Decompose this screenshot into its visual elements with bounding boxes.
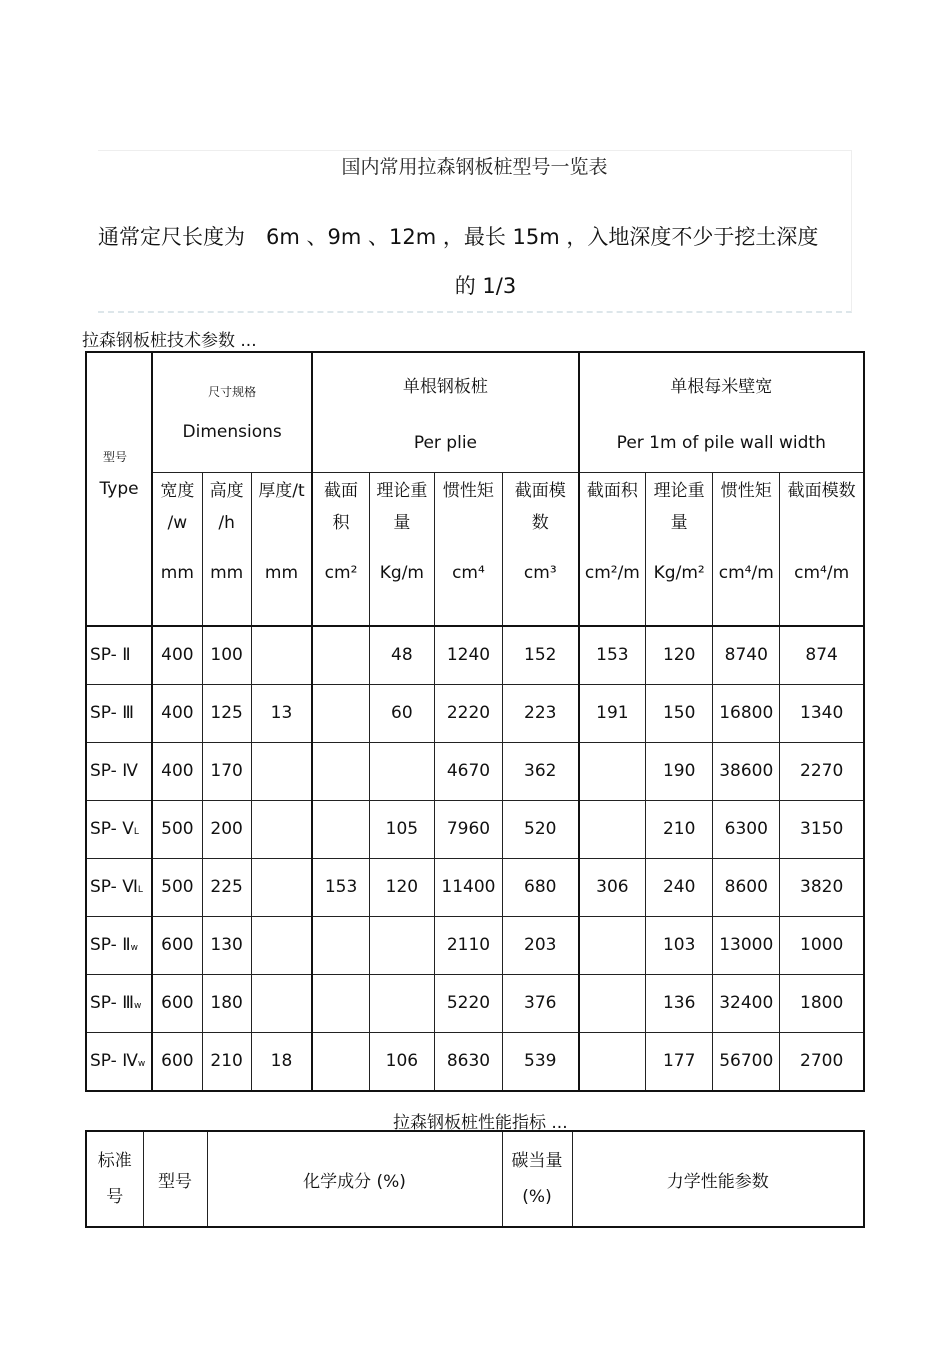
table-cell: 100 [202, 626, 251, 685]
subheader-label: 截面 [324, 480, 359, 501]
table-cell [579, 1032, 646, 1091]
table2-caption: 拉森钢板桩性能指标 ... [393, 1113, 568, 1133]
table-cell: 306 [579, 858, 646, 916]
table-cell [312, 1032, 369, 1091]
tech-params-table [85, 351, 865, 1092]
table-cell: 1000 [780, 916, 864, 974]
table-cell: 177 [646, 1032, 713, 1091]
table-cell [251, 916, 312, 974]
table1-header-row-1 [86, 352, 864, 472]
table-cell: 105 [369, 800, 434, 858]
row-type-cell [86, 684, 152, 742]
table-cell: 2270 [780, 742, 864, 800]
subheader-label-2: 积 [332, 512, 350, 533]
table-cell: 153 [312, 858, 369, 916]
table-cell: 362 [502, 742, 578, 800]
table-cell: 191 [579, 684, 646, 742]
table-cell: 210 [202, 1032, 251, 1091]
subheader-wall-weight [646, 472, 713, 626]
table-cell: 4670 [434, 742, 502, 800]
row-type-cell [86, 974, 152, 1032]
table-cell: 120 [369, 858, 434, 916]
subheader-label: 厚度/t [258, 480, 305, 501]
table-cell: 2700 [780, 1032, 864, 1091]
table-cell [369, 742, 434, 800]
type-header-cell [86, 352, 152, 626]
table-cell [369, 974, 434, 1032]
subheader-label: 惯性矩 [720, 480, 772, 501]
table-cell: 153 [579, 626, 646, 685]
pile-group-en: Per plie [413, 432, 478, 453]
wall-group-en: Per 1m of pile wall width [616, 432, 826, 453]
subheader-wall-modulus [780, 472, 864, 626]
row-type-cell [86, 1032, 152, 1091]
table-cell: 2110 [434, 916, 502, 974]
table-cell: 136 [646, 974, 713, 1032]
table1-body [86, 626, 864, 1091]
row-type-suffix: L [137, 885, 143, 895]
row-type-label: SP- Ⅵ [90, 877, 138, 897]
subheader-thickness [251, 472, 312, 626]
table-row [86, 742, 864, 800]
table-cell [312, 800, 369, 858]
table-cell: 32400 [713, 974, 780, 1032]
table-cell [579, 742, 646, 800]
table-cell: 1800 [780, 974, 864, 1032]
table-cell [579, 916, 646, 974]
table-cell: 376 [502, 974, 578, 1032]
subheader-label: 截面模数 [787, 480, 856, 501]
row-type-label: SP- Ⅲ [90, 703, 134, 723]
subheader-label-2: /w [167, 512, 188, 533]
table-cell: 18 [251, 1032, 312, 1091]
subheader-unit: mm [210, 562, 244, 583]
table-cell: 680 [502, 858, 578, 916]
table-cell: 225 [202, 858, 251, 916]
table-cell: 56700 [713, 1032, 780, 1091]
standard-header [86, 1131, 143, 1227]
table-cell: 8740 [713, 626, 780, 685]
subheader-label: 惯性矩 [442, 480, 494, 501]
table-cell: 2220 [434, 684, 502, 742]
row-type-label: SP- Ⅱ [90, 645, 131, 665]
table-cell: 1340 [780, 684, 864, 742]
table-cell [579, 800, 646, 858]
table-cell [251, 800, 312, 858]
subheader-unit: Kg/m² [653, 562, 705, 583]
type-header-cn: 型号 [103, 450, 128, 465]
table-cell: 8600 [713, 858, 780, 916]
subheader-unit: cm²/m [584, 562, 640, 583]
table-cell: 520 [502, 800, 578, 858]
subheader-unit: cm⁴/m [718, 562, 774, 583]
table-cell: 210 [646, 800, 713, 858]
row-type-label: SP- Ⅴ [90, 819, 134, 839]
row-type-label: SP- Ⅳ [90, 1051, 138, 1071]
table-row [86, 626, 864, 685]
table-cell: 400 [152, 626, 202, 685]
table2-header-row [86, 1131, 864, 1227]
page-title: 国内常用拉森钢板桩型号一览表 [341, 156, 608, 178]
table-cell: 500 [152, 858, 202, 916]
subheader-unit: mm [160, 562, 194, 583]
subheader-label-2: /h [218, 512, 235, 533]
table-cell: 13 [251, 684, 312, 742]
table-row [86, 684, 864, 742]
subheader-label-2: 量 [393, 512, 411, 533]
table-cell: 400 [152, 684, 202, 742]
subheader-label-2: 数 [531, 512, 549, 533]
subheader-label: 截面积 [586, 480, 638, 501]
length-note-line1: 通常定尺长度为 6m 、9m 、12m ，最长 15m ，入地深度不少于挖土深度 [98, 225, 819, 249]
table-cell: 13000 [713, 916, 780, 974]
row-type-cell [86, 916, 152, 974]
table-cell: 5220 [434, 974, 502, 1032]
row-type-cell [86, 858, 152, 916]
row-type-suffix: w [133, 1001, 142, 1011]
subheader-inertia [434, 472, 502, 626]
table-cell [251, 626, 312, 685]
table1-header-row-2 [86, 472, 864, 626]
table-cell: 539 [502, 1032, 578, 1091]
table-cell: 203 [502, 916, 578, 974]
length-note-line2: 的 1/3 [454, 274, 517, 298]
table-cell: 600 [152, 974, 202, 1032]
table-row [86, 858, 864, 916]
pile-group-cn: 单根钢板桩 [402, 376, 488, 397]
table-cell: 38600 [713, 742, 780, 800]
table-cell: 190 [646, 742, 713, 800]
carbon-header [502, 1131, 572, 1227]
table1-caption: 拉森钢板桩技术参数 ... [82, 331, 257, 351]
wall-group-cn: 单根每米壁宽 [670, 376, 773, 397]
table-cell [312, 742, 369, 800]
table-cell: 3820 [780, 858, 864, 916]
table-cell: 180 [202, 974, 251, 1032]
subheader-unit: Kg/m [379, 562, 424, 583]
table-cell: 7960 [434, 800, 502, 858]
type-header: 型号 [143, 1131, 207, 1227]
subheader-label: 理论重 [653, 480, 705, 501]
table-cell [312, 626, 369, 685]
wall-group-header [579, 352, 864, 472]
subheader-wall-area [579, 472, 646, 626]
table-cell: 223 [502, 684, 578, 742]
subheader-label: 宽度 [160, 480, 195, 501]
pile-group-header [312, 352, 578, 472]
row-type-cell [86, 626, 152, 685]
dims-group-header [152, 352, 312, 472]
table-cell: 6300 [713, 800, 780, 858]
table-cell [251, 858, 312, 916]
row-type-suffix: L [133, 827, 139, 837]
table-row [86, 800, 864, 858]
type-header-en: Type [99, 479, 139, 500]
subheader-label: 高度 [209, 480, 244, 501]
table-cell: 106 [369, 1032, 434, 1091]
table-cell [312, 916, 369, 974]
row-type-label: SP- Ⅲ [90, 993, 134, 1013]
subheader-unit: cm⁴ [452, 562, 485, 583]
standard-header-l2: 号 [106, 1187, 124, 1207]
subheader-unit: cm² [324, 562, 358, 583]
subheader-unit: cm³ [523, 562, 557, 583]
subheader-section-area [312, 472, 369, 626]
mech-header: 力学性能参数 [572, 1131, 864, 1227]
row-type-label: SP- Ⅱ [90, 935, 131, 955]
row-type-cell [86, 742, 152, 800]
standard-header-l1: 标准 [97, 1151, 132, 1171]
table-cell: 150 [646, 684, 713, 742]
subheader-modulus [502, 472, 578, 626]
dims-group-en: Dimensions [182, 421, 282, 442]
row-type-suffix: w [137, 1059, 146, 1069]
subheader-label-2: 量 [670, 512, 688, 533]
table-cell [312, 974, 369, 1032]
subheader-width [152, 472, 202, 626]
table-cell: 11400 [434, 858, 502, 916]
table-cell: 240 [646, 858, 713, 916]
table-row [86, 1032, 864, 1091]
table-cell: 3150 [780, 800, 864, 858]
table-cell [251, 974, 312, 1032]
subheader-label: 理论重 [376, 480, 428, 501]
table-cell: 200 [202, 800, 251, 858]
table-cell [579, 974, 646, 1032]
row-type-cell [86, 800, 152, 858]
row-type-suffix: w [130, 943, 138, 953]
table-row [86, 916, 864, 974]
subheader-label: 截面模 [514, 480, 566, 501]
table-cell: 1240 [434, 626, 502, 685]
table-cell [312, 684, 369, 742]
subheader-height [202, 472, 251, 626]
table-cell: 600 [152, 1032, 202, 1091]
dims-group-cn: 尺寸规格 [208, 384, 257, 399]
table-cell: 125 [202, 684, 251, 742]
subheader-weight [369, 472, 434, 626]
table-cell: 874 [780, 626, 864, 685]
row-type-label: SP- Ⅳ [90, 761, 138, 781]
table-cell: 130 [202, 916, 251, 974]
table-cell: 60 [369, 684, 434, 742]
table-cell: 120 [646, 626, 713, 685]
table-cell: 8630 [434, 1032, 502, 1091]
table-cell: 600 [152, 916, 202, 974]
chem-header: 化学成分 (%) [207, 1131, 502, 1227]
performance-table [85, 1130, 865, 1228]
table-cell: 400 [152, 742, 202, 800]
carbon-header-l1: 碳当量 [511, 1151, 563, 1171]
table-cell: 152 [502, 626, 578, 685]
table-cell [369, 916, 434, 974]
carbon-header-l2: (%) [522, 1187, 552, 1207]
table-row [86, 974, 864, 1032]
subheader-wall-inertia [713, 472, 780, 626]
table-cell: 170 [202, 742, 251, 800]
table-cell: 500 [152, 800, 202, 858]
subheader-unit: cm⁴/m [794, 562, 850, 583]
table-cell [251, 742, 312, 800]
table-cell: 16800 [713, 684, 780, 742]
subheader-unit: mm [264, 562, 299, 583]
table-cell: 103 [646, 916, 713, 974]
table-cell: 48 [369, 626, 434, 685]
